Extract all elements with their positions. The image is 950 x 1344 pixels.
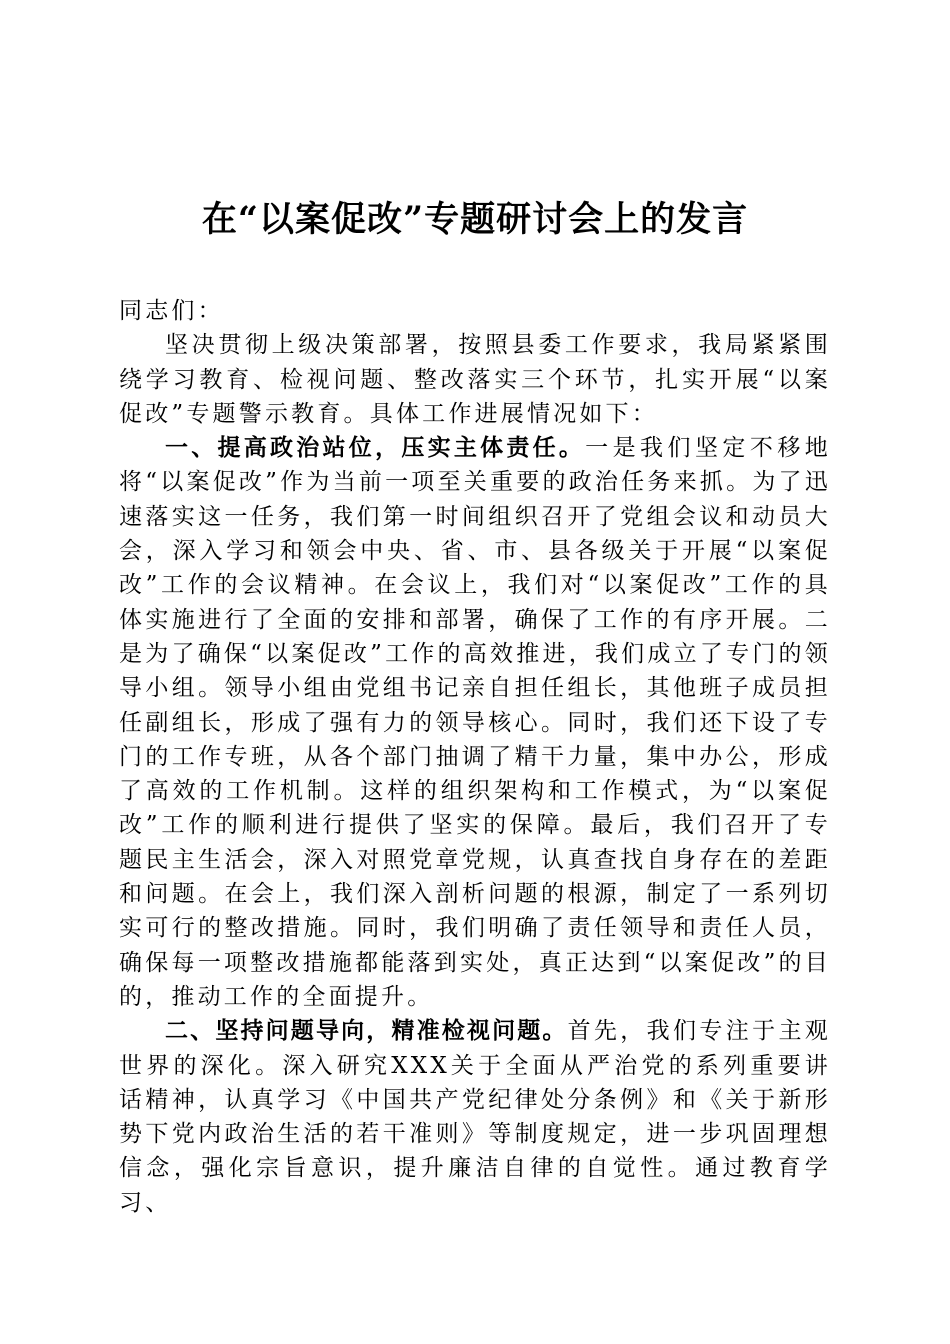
intro-paragraph: 坚决贯彻上级决策部署，按照县委工作要求，我局紧紧围绕学习教育、检视问题、整改落实三个环节，扎实开展“以案促改”专题警示教育。具体工作进展情况如下： [119, 332, 831, 427]
section-paragraph-1 [119, 431, 831, 1014]
section-text-2: 首先，我们专注于主观世界的深化。深入研究XXX关于全面从严治党的系列重要讲话精神，认真学习《中国共产党纪律处分条例》和《关于新形势下党内政治生活的若干准则》等制度规定，进一步巩固理想信念，强化宗旨意识，提升廉洁自律的自觉性。通过教育学习、 [119, 1018, 832, 1216]
section-text-1: 一是我们坚定不移地将“以案促改”作为当前一项至关重要的政治任务来抓。为了迅速落实这一任务，我们第一时间组织召开了党组会议和动员大会，深入学习和领会中央、省、市、县各级关于开展“以案促改”工作的会议精神。在会议上，我们对“以案促改”工作的具体实施进行了全面的安排和部署，确保了工作的有序开展。二是为了确保“以案促改”工作的高效推进，我们成立了专门的领导小组。领导小组由党组书记亲自担任组长，其他班子成员担任副组长，形成了强有力的领导核心。同时，我们还下设了专门的工作专班，从各个部门抽调了精干力量，集中办公，形成了高效的工作机制。这样的组织架构和工作模式，为“以案促改”工作的顺利进行提供了坚实的保障。最后，我们召开了专题民主生活会，深入对照党章党规，认真查找自身存在的差距和问题。在会上，我们深入剖析问题的根源，制定了一系列切实可行的整改措施。同时，我们明确了责任领导和责任人员，确保每一项整改措施都能落到实处，真正达到“以案促改”的目的，推动工作的全面提升。 [119, 435, 831, 1010]
document-body [119, 294, 831, 1220]
salutation: 同志们： [119, 298, 224, 324]
document-title: 在“以案促改”专题研讨会上的发言 [201, 199, 749, 240]
section-paragraph-2 [119, 1014, 831, 1220]
section-heading-1: 一、提高政治站位，压实主体责任。 [165, 435, 586, 462]
section-heading-2: 二、坚持问题导向，精准检视问题。 [165, 1018, 568, 1045]
